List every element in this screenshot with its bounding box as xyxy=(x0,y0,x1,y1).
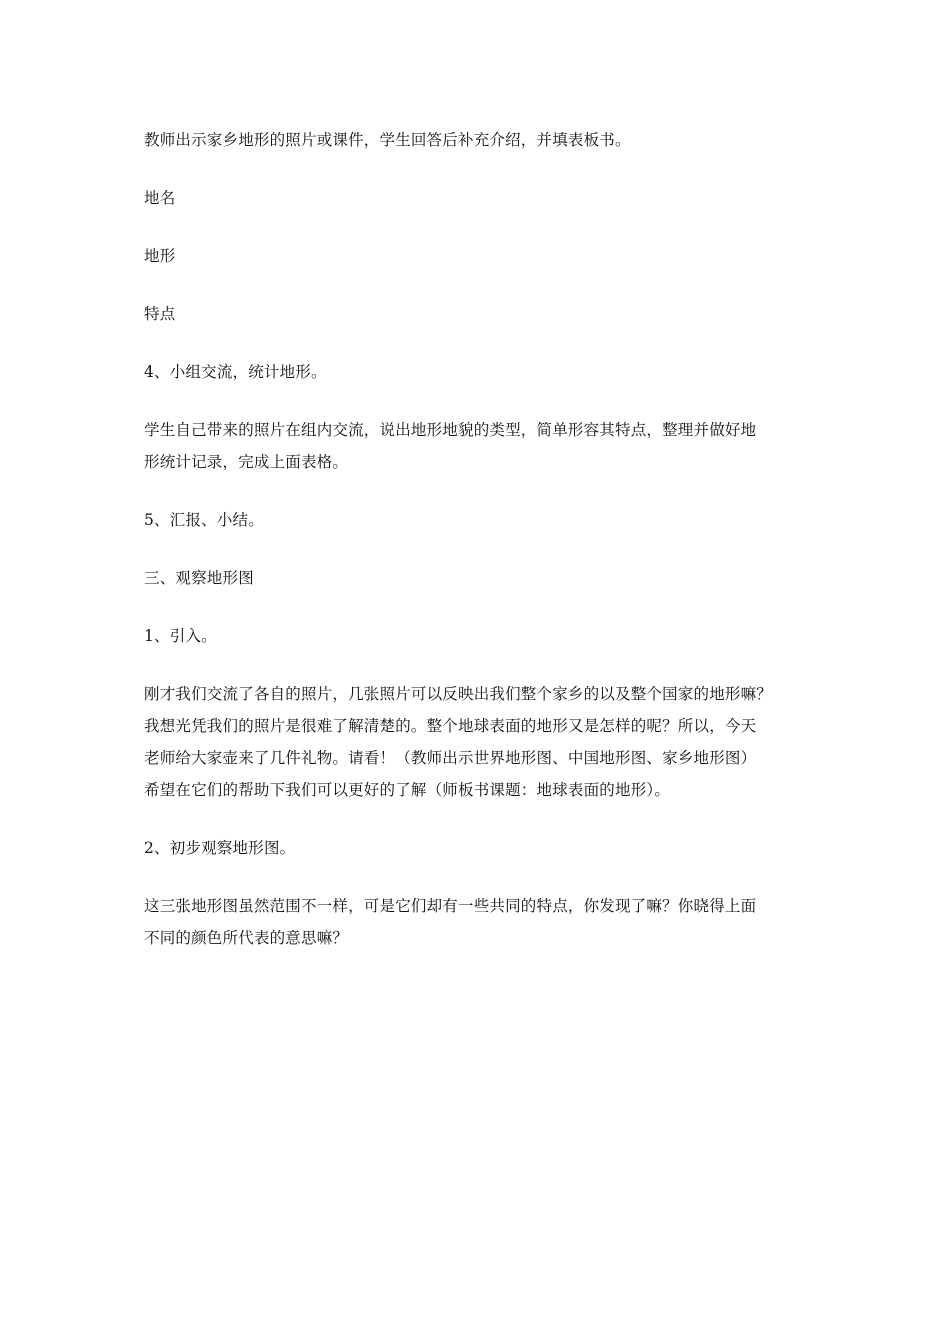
text-line: 形统计记录，完成上面表格。 xyxy=(144,453,349,471)
text-line: 2、初步观察地形图。 xyxy=(144,839,296,857)
paragraph-group-exchange xyxy=(144,414,834,478)
paragraph-observe-maps xyxy=(144,890,834,954)
step-heading-5 xyxy=(144,504,834,536)
text-line: 特点 xyxy=(144,305,176,323)
text-line: 5、汇报、小结。 xyxy=(144,511,264,529)
text-line: 教师出示家乡地形的照片或课件，学生回答后补充介绍，并填表板书。 xyxy=(144,131,631,149)
document-body xyxy=(144,124,834,980)
step-heading-1 xyxy=(144,620,834,652)
text-line: 希望在它们的帮助下我们可以更好的了解（师板书课题：地球表面的地形）。 xyxy=(144,781,671,799)
paragraph-introduction-maps xyxy=(144,678,834,806)
text-line: 这三张地形图虽然范围不一样，可是它们却有一些共同的特点，你发现了嘛？你晓得上面 xyxy=(144,897,757,915)
text-line: 学生自己带来的照片在组内交流，说出地形地貌的类型，简单形容其特点，整理并做好地 xyxy=(144,421,757,439)
table-header-place-name xyxy=(144,182,834,214)
text-line: 老师给大家壶来了几件礼物。请看！（教师出示世界地形图、中国地形图、家乡地形图） xyxy=(144,749,757,767)
table-header-features xyxy=(144,298,834,330)
text-line: 我想光凭我们的照片是很难了解清楚的。整个地球表面的地形又是怎样的呢？所以，今天 xyxy=(144,717,757,735)
section-heading-3 xyxy=(144,562,834,594)
text-line: 1、引入。 xyxy=(144,627,217,645)
text-line: 地名 xyxy=(144,189,176,207)
text-line: 不同的颜色所代表的意思嘛？ xyxy=(144,929,349,947)
paragraph-intro xyxy=(144,124,834,156)
text-line: 刚才我们交流了各自的照片，几张照片可以反映出我们整个家乡的以及整个国家的地形嘛？ xyxy=(144,685,773,703)
text-line: 三、观察地形图 xyxy=(144,569,254,587)
step-heading-4 xyxy=(144,356,834,388)
text-line: 地形 xyxy=(144,247,176,265)
table-header-terrain xyxy=(144,240,834,272)
step-heading-2 xyxy=(144,832,834,864)
text-line: 4、小组交流，统计地形。 xyxy=(144,363,327,381)
